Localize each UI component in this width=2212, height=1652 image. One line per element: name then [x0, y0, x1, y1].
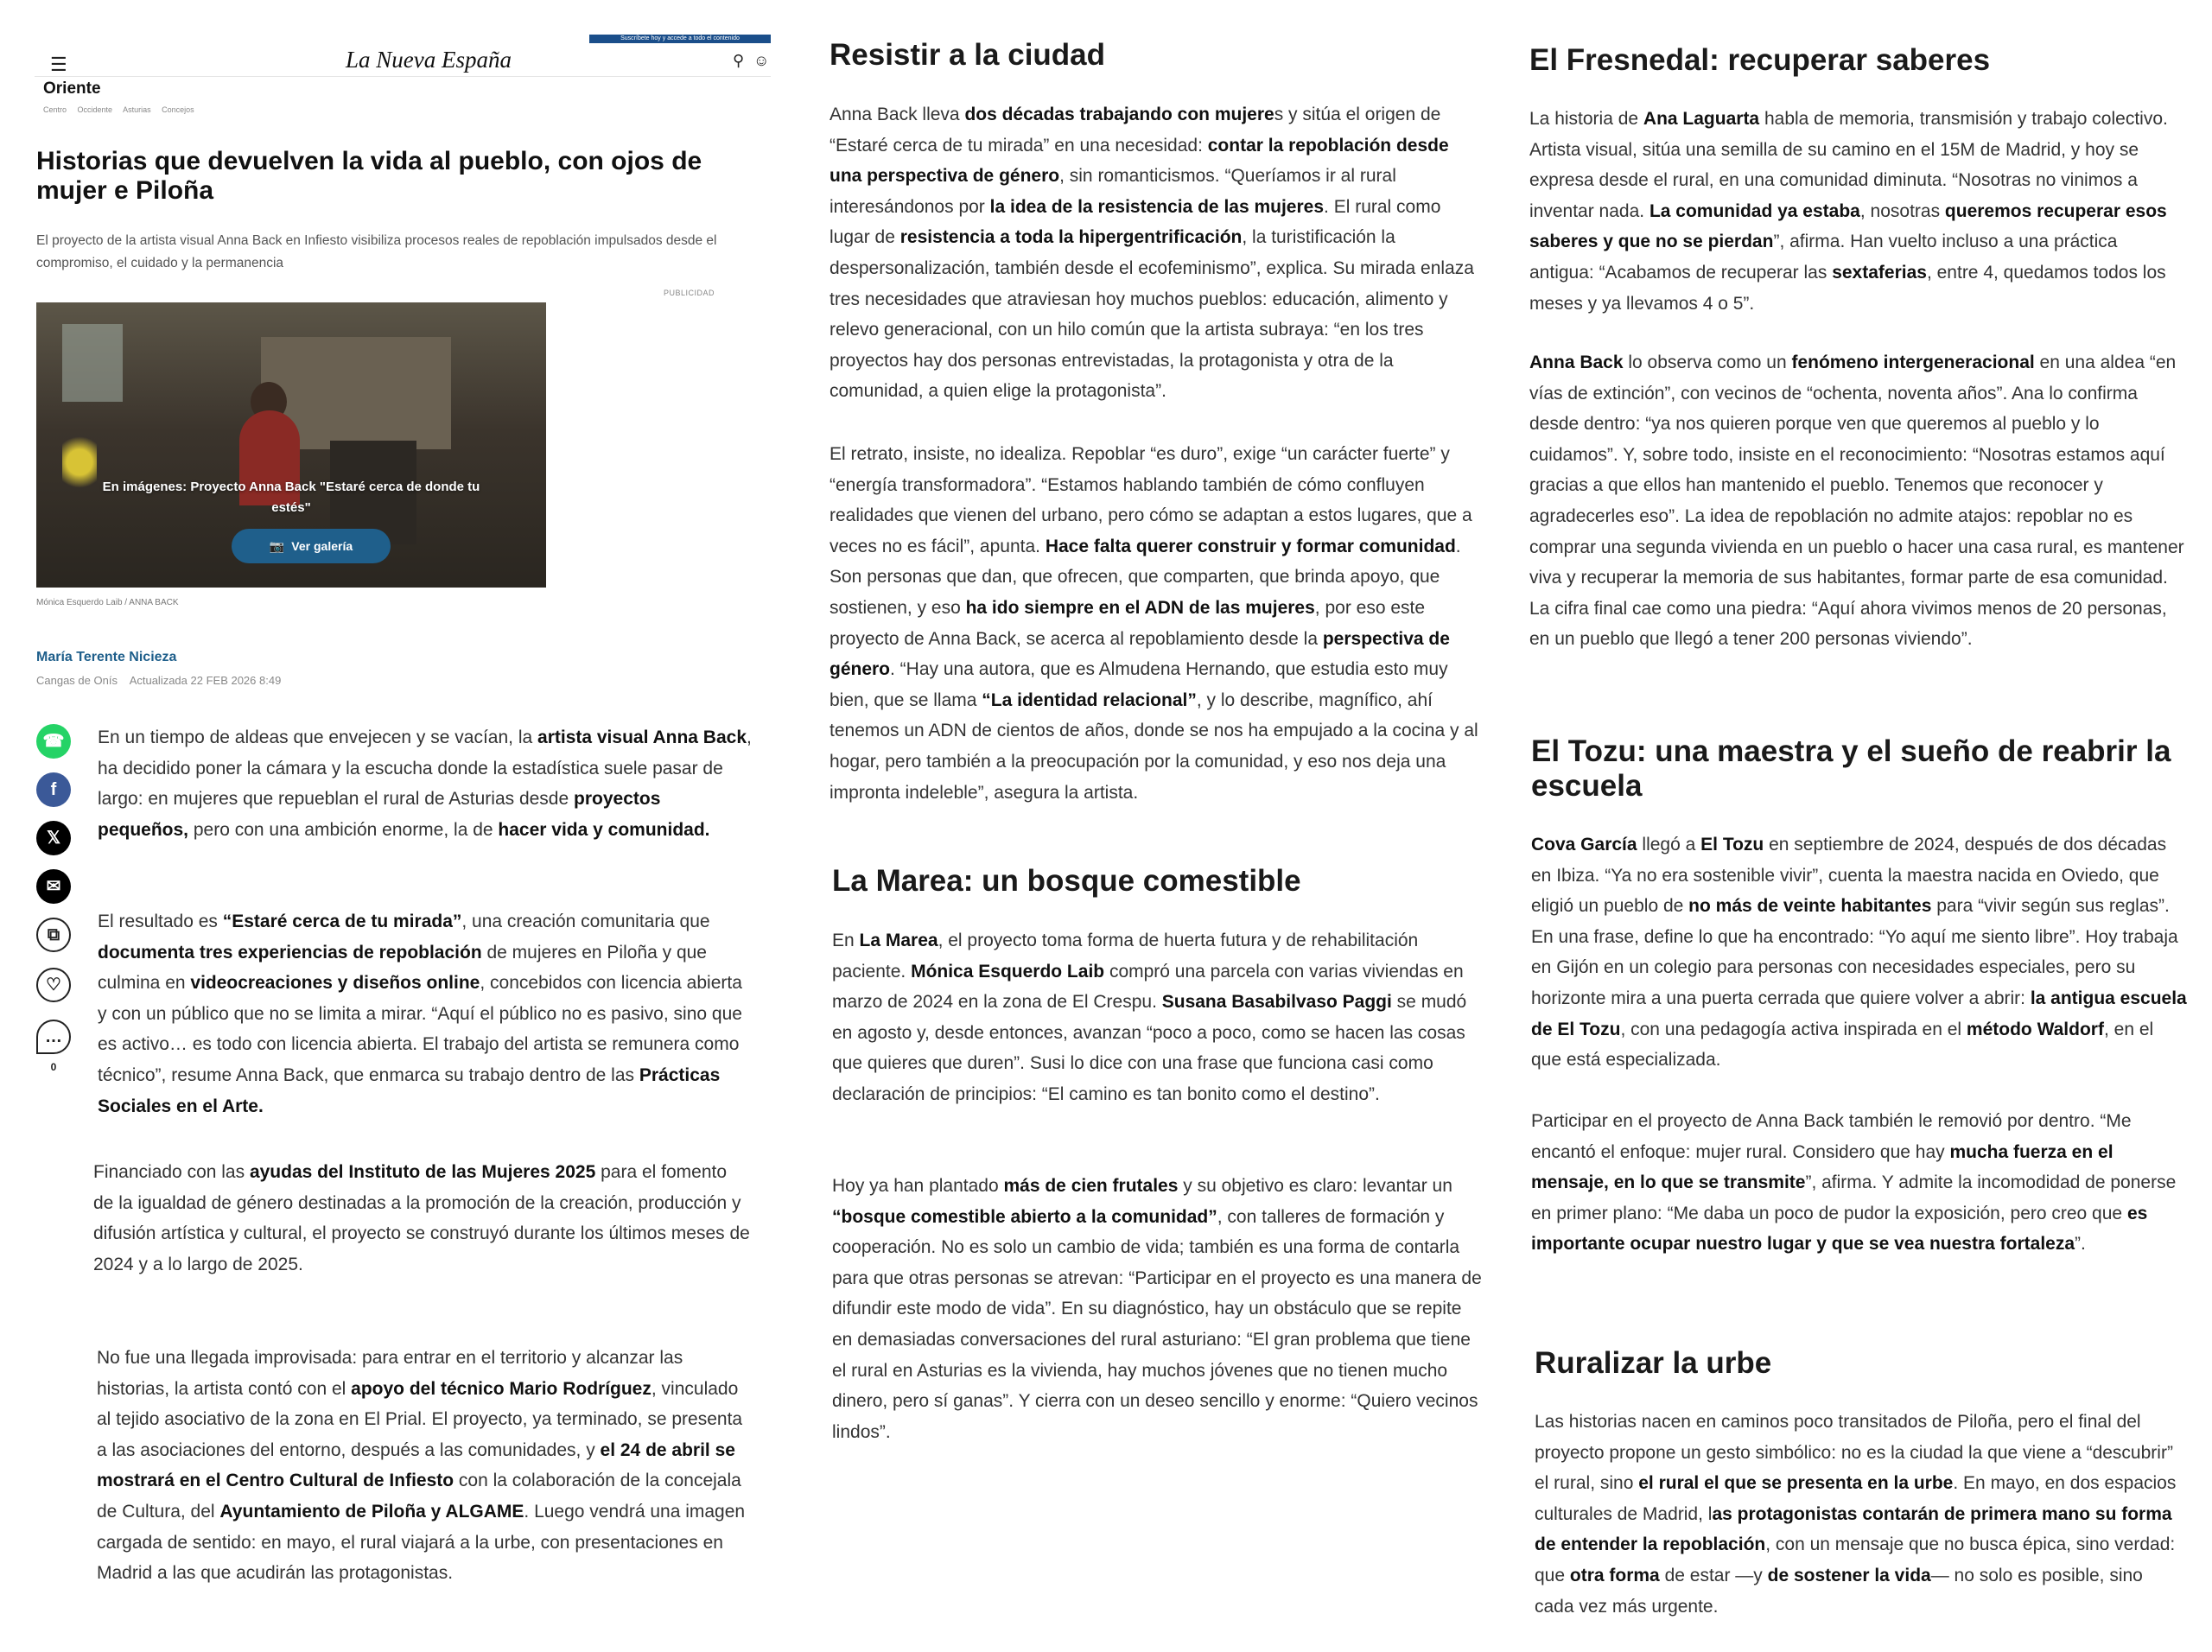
paragraph: El retrato, insiste, no idealiza. Repoblar “es duro”, exige “un carácter fuerte” y “energía transformadora”. “Estamos hablando también de cómo confluyen realidades que vienen del urbano, pero cómo se adaptan a estos lugares, que a veces no es fácil”, apunta. Hace falta querer construir y formar comunidad. Son personas que dan, que ofrecen, que comparten, que brinda apoyo, que sostienen, y eso ha ido siempre en el ADN de las mujeres, por eso este proyecto de Anna Back, se acerca al repoblamiento desde la perspectiva de género. “Hay una autora, que es Almudena Hernando, que estudia esto muy bien, que se llama “La identidad relacional”, y lo describe, magnífico, ahí tenemos un ADN de cientos de años, donde se nos ha empujado a la cocina y al hogar, pero también a la preocupación por la comunidad, y eso nos deja una impronta indeleble”, asegura la artista.	[830, 444, 1478, 803]
fade-clip	[1529, 347, 2186, 674]
photo-credit: Mónica Esquerdo Laib / ANNA BACK	[36, 598, 179, 607]
crumb-concejos[interactable]: Concejos	[162, 105, 194, 114]
crumb-occidente[interactable]: Occidente	[77, 105, 113, 114]
paragraph: En un tiempo de aldeas que envejecen y se vacían, la artista visual Anna Back, ha decidido poner la cámara y la escucha donde la estadística suele pasar de largo: en mujeres que repueblan el rural de Asturias desde proyectos pequeños, pero con una ambición enorme, la de hacer vida y comunidad.	[98, 728, 752, 840]
email-icon[interactable]: ✉	[36, 869, 71, 904]
facebook-icon[interactable]: f	[36, 772, 71, 807]
search-icon[interactable]: ⚲	[733, 52, 745, 69]
column-article-end	[1521, 0, 2199, 1652]
paragraph: Hoy ya han plantado más de cien frutales y su objetivo es claro: levantar un “bosque comestible abierto a la comunidad”, con talleres de formación y cooperación. No es solo un cambio de vida; también es una forma de contarla para que otras personas se atrevan: “Participar en el proyecto es una manera de difundir este modo de vida”. En su diagnóstico, hay un obstáculo que se repite en demasiadas conversaciones del rural asturiano: “El gran problema que tiene el rural en Asturias es la vivienda, hay muchos jóvenes que no tienen mucho dinero, pero sí ganas”. Y cierra con un deseo sencillo y enorme: “Quiero vecinos lindos”.	[832, 1176, 1482, 1442]
photo-window	[62, 324, 123, 402]
comment-icon[interactable]: …	[36, 1020, 71, 1054]
paragraph: Las historias nacen en caminos poco transitados de Piloña, pero el final del proyecto propone un gesto simbólico: no es la ciudad la que viene a “descubrir” el rural, sino el rural el que se presenta en la urbe. En mayo, en dos espacios culturales de Madrid, las protagonistas contarán de primera mano su forma de entender la repoblación, con un mensaje que no busca épica, sino verdad: que otra forma de estar —y de sostener la vida— no solo es posible, sino cada vez más urgente.	[1535, 1412, 2177, 1617]
photo-caption: En imágenes: Proyecto Anna Back "Estaré cerca de donde tu estés"	[102, 480, 480, 515]
location: Cangas de Onís	[36, 674, 118, 687]
column-article-start	[0, 0, 782, 1652]
paragraph: Anna Back lo observa como un fenómeno intergeneracional en una aldea “en vías de extinción”, con vecinos de “ochenta, noventa años”. Ana lo confirma desde dentro: “ya nos quieren porque ven que queremos al pueblo y lo cuidamos”. Y, sobre todo, insiste en el reconocimiento: “Nosotras estamos aquí gracias a que ellos han mantenido el pueblo. Tenemos que reconocer y agradecerles eso”. La idea de repoblación no admite atajos: repoblar no es comprar una segunda vivienda en un pueblo o hacer una casa rural, es mantener viva y recuperar la memoria de sus habitantes, formar parte de esa comunidad. La cifra final cae como una piedra: “Aquí ahora vivimos menos de 20 personas, en un pueblo que llegó a tener 200 personas viviendo”.	[1529, 353, 2184, 650]
paragraph: La historia de Ana Laguarta habla de memoria, transmisión y trabajo colectivo. Artista visual, sitúa una semilla de su camino en el 15M de Madrid, y hoy se expresa desde el rural, en una comunidad diminuta. “Nosotras no vinimos a inventar nada. La comunidad ya estaba, nosotras queremos recuperar esos saberes y que no se pierdan”, afirma. Han vuelto incluso a una práctica antigua: “Acabamos de recuperar las sextaferias, entre 4, quedamos todos los meses y ya llevamos 4 o 5”.	[1529, 109, 2168, 314]
paragraph: Financiado con las ayudas del Instituto de las Mujeres 2025 para el fomento de la igualdad de género destinadas a la promoción de la creación, producción y difusión artística y cultural, el proyecto se construyó durante los últimos meses de 2024 y a lo largo de 2025.	[93, 1162, 750, 1274]
camera-icon: 📷	[269, 539, 285, 553]
paragraph: Anna Back lleva dos décadas trabajando con mujeres y sitúa el origen de “Estaré cerca de tu mirada” en una necesidad: contar la repoblación desde una perspectiva de género, sin romanticismos. “Queríamos ir al rural interesándonos por la idea de la resistencia de las mujeres. El rural como lugar de resistencia a toda la hipergentrificación, la turistificación la despersonalización, también desde el ecofeminismo”, explica. Su mirada enlaza tres necesidades que atraviesan hoy muchos pueblos: educación, alimento y relevo generacional, con un hilo común que la artista subraya: “en los tres proyectos hay dos personas entrevistadas, la protagonista y otra de la comunidad, a quien elige la protagonista”.	[830, 105, 1474, 402]
hamburger-icon[interactable]: ☰	[50, 54, 67, 75]
view-gallery-label: Ver galería	[291, 539, 353, 553]
heading-el-tozu: El Tozu: una maestra y el sueño de reabrir la escuela	[1531, 734, 2171, 803]
gallery-photo[interactable]	[36, 302, 546, 588]
subscribe-strip[interactable]: Suscríbete hoy y accede a todo el contenido	[589, 35, 771, 43]
breadcrumb	[43, 105, 203, 114]
site-logo[interactable]: La Nueva España	[346, 47, 512, 73]
standfirst: El proyecto de la artista visual Anna Back en Infiesto visibiliza procesos reales de repoblación impulsados desde el compromiso, el cuidado y la permanencia	[36, 233, 717, 270]
paragraph: Cova García llegó a El Tozu en septiembre de 2024, después de dos décadas en Ibiza. “Ya no era sostenible vivir”, cuenta la maestra nacida en Oviedo, que eligió un pueblo de no más de veinte habitantes para “vivir según sus reglas”. En una frase, define lo que ha encontrado: “Yo aquí me siento libre”. Hoy trabaja en Gijón en un colegio para personas con necesidades especiales, pero su horizonte mira a una puerta cerrada que quiere volver a abrir: la antigua escuela de El Tozu, con una pedagogía activa inspirada en el método Waldorf, en el que está especializada.	[1531, 835, 2187, 1071]
paragraph: No fue una llegada improvisada: para entrar en el territorio y alcanzar las historias, la artista contó con el apoyo del técnico Mario Rodríguez, vinculado al tejido asociativo de la zona en El Prial. El proyecto, ya terminado, se presenta a las asociaciones del entorno, después a las comunidades, y el 24 de abril se mostrará en el Centro Cultural de Infiesto con la colaboración de la concejala de Cultura, del Ayuntamiento de Piloña y ALGAME. Luego vendrá una imagen cargada de sentido: en mayo, el rural viajará a la urbe, con presentaciones en Madrid a las que acudirán las protagonistas.	[97, 1348, 746, 1584]
heading-el-fresnedal: El Fresnedal: recuperar saberes	[1529, 43, 1991, 77]
updated-date: Actualizada 22 FEB 2026 8:49	[129, 674, 282, 687]
crumb-asturias[interactable]: Asturias	[123, 105, 151, 114]
view-gallery-button[interactable]	[232, 529, 391, 563]
author-name[interactable]: María Terente Nicieza	[36, 650, 177, 664]
whatsapp-icon[interactable]: ☎	[36, 724, 71, 759]
comments-count: 0	[50, 1061, 57, 1073]
dateline	[36, 674, 281, 687]
paragraph: Participar en el proyecto de Anna Back también le removió por dentro. “Me encantó el enfoque: mujer rural. Considero que hay mucha fuerza en el mensaje, en lo que se transmite”, afirma. Y admite la incomodidad de ponerse en primer plano: “Me daba un poco de pudor la exposición, pero creo que es importante ocupar nuestro lugar y que se vea nuestra fortaleza”.	[1531, 1111, 2177, 1255]
site-header	[35, 35, 771, 77]
page-title: Historias que devuelven la vida al pueblo, con ojos de mujer e Piloña	[36, 147, 702, 205]
section-title[interactable]: Oriente	[43, 79, 101, 98]
heading-la-marea: La Marea: un bosque comestible	[832, 864, 1301, 898]
heading-resistir: Resistir a la ciudad	[830, 38, 1106, 72]
user-icon[interactable]: ☺	[753, 52, 770, 69]
heading-ruralizar: Ruralizar la urbe	[1535, 1346, 1772, 1380]
paragraph: El resultado es “Estaré cerca de tu mirada”, una creación comunitaria que documenta tres experiencias de repoblación de mujeres en Piloña y que culmina en videocreaciones y diseños online, concebidos con licencia abierta y con un público que no se limita a mirar. “Aquí el público no es pasivo, sino que es activo… es todo con licencia abierta. El trabajo del artista se remunera como técnico”, resume Anna Back, que enmarca su trabajo dentro de las Prácticas Sociales en el Arte.	[98, 912, 742, 1116]
heart-icon[interactable]: ♡	[36, 968, 71, 1002]
paragraph: En La Marea, el proyecto toma forma de huerta futura y de rehabilitación paciente. Mónica Esquerdo Laib compró una parcela con varias viviendas en marzo de 2024 en la zona de El Crespu. Susana Basabilvaso Paggi se mudó en agosto y, desde entonces, avanzan “poco a poco, como se hacen las cosas que quieres que duren”. Susi lo dice con una frase que funciona casi como declaración de principios: “El camino es tan bonito como el destino”.	[832, 931, 1467, 1104]
x-icon[interactable]: 𝕏	[36, 821, 71, 855]
crumb-centro[interactable]: Centro	[43, 105, 67, 114]
copy-icon[interactable]: ⧉	[36, 918, 71, 952]
column-article-middle	[825, 0, 1482, 1479]
ad-label: PUBLICIDAD	[664, 289, 715, 297]
